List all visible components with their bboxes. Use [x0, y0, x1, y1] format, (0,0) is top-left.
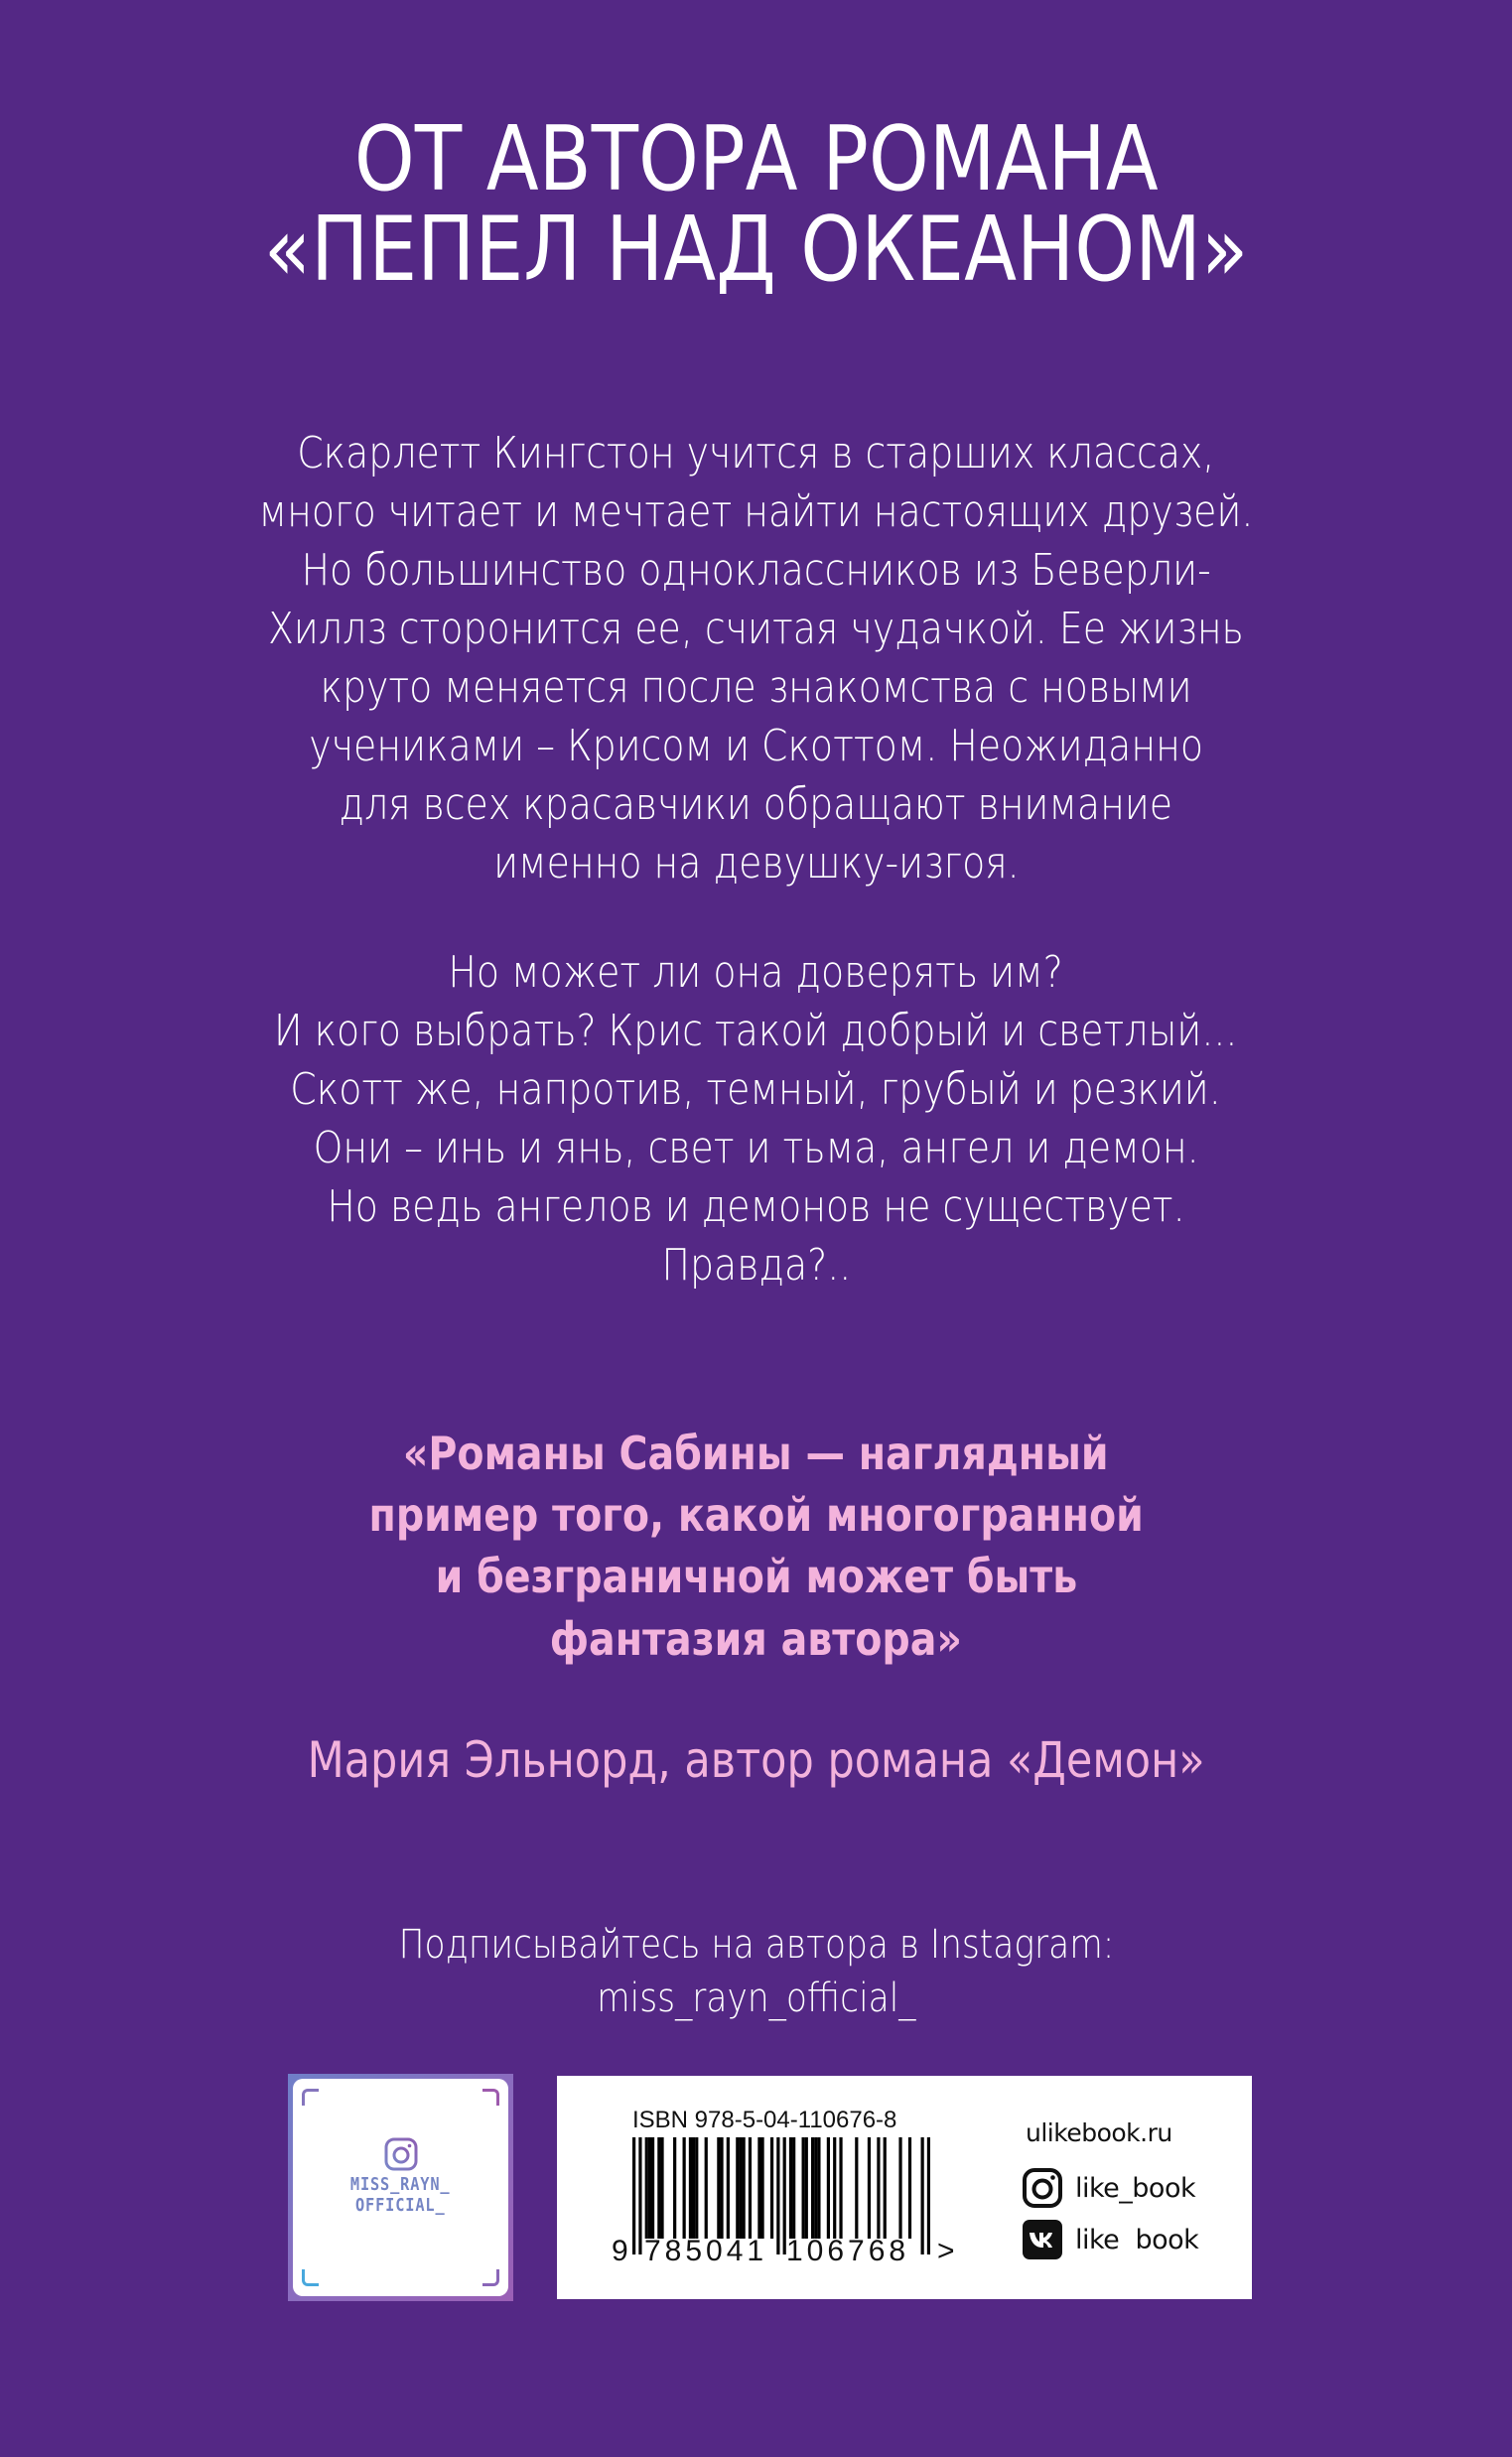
blurb-line: Но большинство одноклассников из Беверли-: [301, 545, 1211, 596]
nametag-line-1: MISS_RAYN_: [350, 2174, 451, 2195]
nametag-line-2: OFFICIAL_: [355, 2195, 446, 2216]
blurb-line: Правда?..: [661, 1240, 851, 1291]
publisher-instagram[interactable]: [1022, 2167, 1195, 2209]
blurb-line: Скарлетт Кингстон учится в старших классах,: [297, 428, 1215, 478]
corner-bracket: [302, 2089, 319, 2106]
blurb-line: Но может ли она доверять им?: [448, 947, 1064, 998]
quote-line: фантазия автора»: [549, 1612, 963, 1666]
barcode-digits-left: 785041: [644, 2235, 768, 2267]
corner-bracket: [482, 2269, 499, 2286]
title-line-1: ОТ АВТОРА РОМАНА: [353, 107, 1159, 211]
barcode-digit-first: 9: [612, 2235, 628, 2267]
publisher-vk[interactable]: [1022, 2219, 1198, 2260]
quote-line: «Романы Сабины — наглядный: [403, 1427, 1109, 1480]
instagram-prompt: Подписывайтесь на автора в Instagram:: [398, 1922, 1114, 1968]
publisher-vk-label: like book: [1075, 2224, 1199, 2255]
quote-line: пример того, какой многогранной: [368, 1488, 1144, 1542]
barcode-arrow: >: [937, 2235, 955, 2267]
barcode-box: [557, 2076, 1252, 2299]
corner-bracket: [482, 2089, 499, 2106]
blurb-line: круто меняется после знакомства с новыми: [320, 662, 1192, 713]
instagram-nametag[interactable]: [288, 2074, 513, 2301]
blurb-line: для всех красавчики обращают внимание: [339, 779, 1173, 830]
vk-icon: [1022, 2219, 1063, 2260]
blurb-line: Они – инь и янь, свет и тьма, ангел и демон.: [313, 1123, 1199, 1173]
instagram-icon: [1022, 2167, 1063, 2209]
publisher-instagram-label: like_book: [1075, 2172, 1196, 2204]
title-line-2: «ПЕПЕЛ НАД ОКЕАНОМ»: [263, 198, 1249, 302]
blurb-line: И кого выбрать? Крис такой добрый и светлый...: [274, 1006, 1238, 1056]
blurb-line: Хиллз сторонится ее, считая чудачкой. Ее жизнь: [268, 604, 1244, 654]
blurb-line: много читает и мечтает найти настоящих друзей.: [258, 486, 1254, 537]
blurb-line: Скотт же, напротив, темный, грубый и резкий.: [290, 1064, 1222, 1115]
blurb-line: Но ведь ангелов и демонов не существует.: [327, 1181, 1185, 1232]
review-attribution: Мария Эльнорд, автор романа «Демон»: [307, 1731, 1205, 1789]
blurb-line: именно на девушку-изгоя.: [492, 838, 1020, 888]
corner-bracket: [302, 2269, 319, 2286]
nametag-card: [293, 2079, 508, 2296]
quote-line: и безграничной может быть: [435, 1550, 1077, 1603]
blurb-line: учениками – Крисом и Скоттом. Неожиданно: [309, 721, 1203, 771]
instagram-icon: [384, 2137, 418, 2171]
isbn-label: ISBN 978-5-04-110676-8: [632, 2107, 897, 2133]
instagram-handle[interactable]: miss_rayn_official_: [596, 1976, 916, 2021]
publisher-site-link[interactable]: ulikebook.ru: [1026, 2118, 1172, 2147]
barcode-digits-right: 106768: [786, 2235, 910, 2267]
